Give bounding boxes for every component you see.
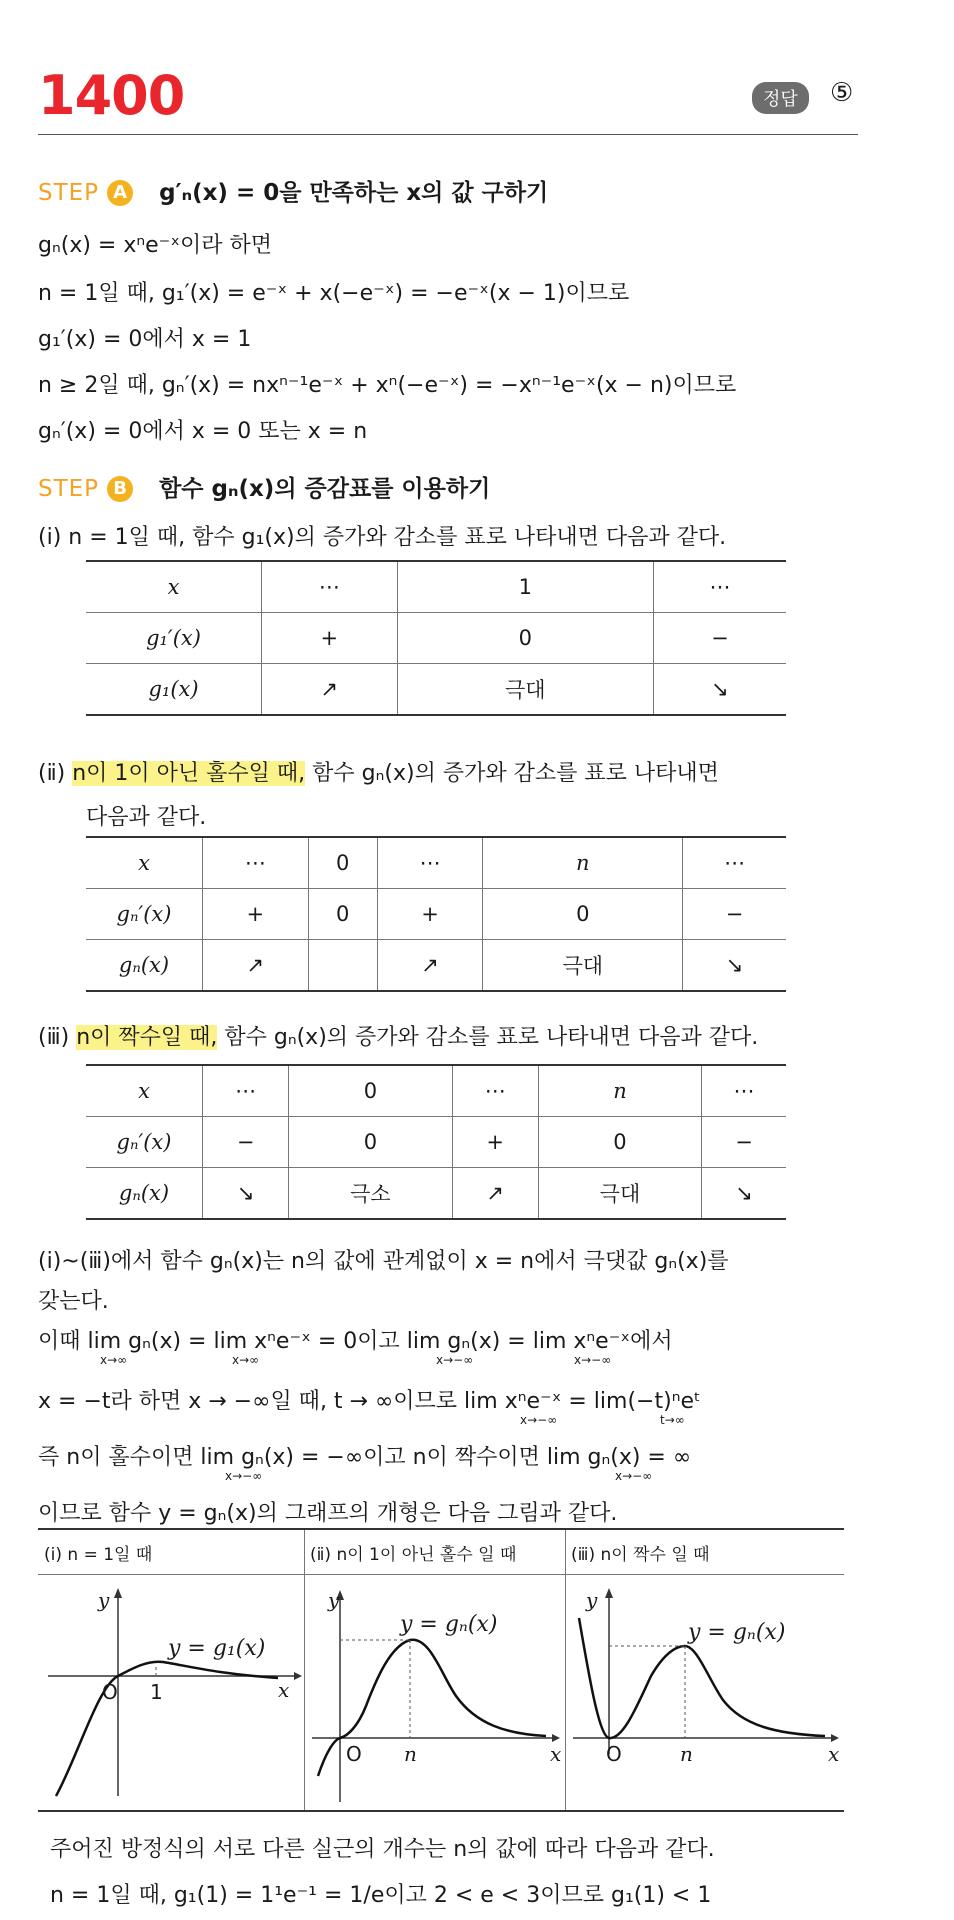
table-cell: ⋯ <box>262 561 398 613</box>
final-line-0: 주어진 방정식의 서로 다른 실근의 개수는 n의 값에 따라 다음과 같다. <box>50 1837 715 1862</box>
table-cell: − <box>683 889 786 940</box>
stepa-line-1: n = 1일 때, g₁′(x) = e⁻ˣ + x(−e⁻ˣ) = −e⁻ˣ(x − 1)이므로 <box>38 281 630 306</box>
y-axis-arrow <box>605 1588 613 1598</box>
graph1-y-label: y <box>98 1588 110 1612</box>
table-cell: ↘ <box>653 664 786 716</box>
graph-3-svg <box>567 1576 843 1808</box>
table-cell: ↗ <box>203 940 309 992</box>
table-cell: 1 <box>397 561 653 613</box>
table-cell: ↗ <box>452 1168 538 1220</box>
table-cell: ⋯ <box>683 837 786 889</box>
table-cell: 0 <box>308 889 377 940</box>
graph1-curve-label: y = g₁(x) <box>168 1636 266 1661</box>
table-row <box>86 561 786 613</box>
lim-sub: x→−∞ <box>225 1469 263 1483</box>
table-cell: − <box>203 1117 289 1168</box>
case3-label: (ⅲ) <box>38 1025 70 1050</box>
stepa-line-3: n ≥ 2일 때, gₙ′(x) = nxⁿ⁻¹e⁻ˣ + xⁿ(−e⁻ˣ) = −xⁿ⁻¹e⁻ˣ(x − n)이므로 <box>38 373 737 398</box>
table-cell: ⋯ <box>203 1065 289 1117</box>
lim-sub: x→∞ <box>232 1353 260 1367</box>
table-cell: − <box>653 613 786 664</box>
case1-text <box>38 520 726 551</box>
table-cell: 극대 <box>483 940 683 992</box>
graph3-y-label: y <box>586 1588 598 1612</box>
case2-highlight: n이 1이 아닌 홀수일 때, <box>72 761 306 786</box>
divider <box>565 1530 566 1810</box>
table-cell: x <box>86 1065 203 1117</box>
graph3-curve-label: y = gₙ(x) <box>688 1620 786 1645</box>
divider <box>304 1530 305 1810</box>
table-cell: ↗ <box>377 940 483 992</box>
graph1-origin: O <box>102 1680 118 1704</box>
graph3-tick-n: n <box>680 1742 693 1766</box>
summary-line-1: 갖는다. <box>38 1289 109 1314</box>
table-cell: x <box>86 561 262 613</box>
table-cell: 극소 <box>289 1168 452 1220</box>
graph2-y-label: y <box>328 1588 340 1612</box>
summary-line-5: 이므로 함수 y = gₙ(x)의 그래프의 개형은 다음 그림과 같다. <box>38 1501 618 1526</box>
lim-sub: x→−∞ <box>574 1353 612 1367</box>
graph-caption-3: (ⅲ) n이 짝수 일 때 <box>571 1545 710 1565</box>
lim-sub: x→−∞ <box>436 1353 474 1367</box>
table-cell: n <box>538 1065 701 1117</box>
graph3-origin: O <box>606 1742 622 1766</box>
table-cell: ↘ <box>683 940 786 992</box>
table-row <box>86 940 786 992</box>
table-cell: gₙ′(x) <box>86 889 203 940</box>
case3-text <box>38 1020 758 1051</box>
stepa-line-0: gₙ(x) = xⁿe⁻ˣ이라 하면 <box>38 233 273 258</box>
case2-text2: 다음과 같다. <box>86 805 207 830</box>
table-cell: ↗ <box>262 664 398 716</box>
graph-2-svg <box>306 1576 564 1808</box>
divider <box>38 1574 844 1575</box>
graph-caption-1: (ⅰ) n = 1일 때 <box>44 1545 153 1565</box>
table-row <box>86 1168 786 1220</box>
summary-line-3: x = −t라 하면 x → −∞일 때, t → ∞이므로 lim xⁿe⁻ˣ = lim(−t)ⁿeᵗ <box>38 1389 701 1414</box>
lim-sub: x→−∞ <box>520 1413 558 1427</box>
table-cell: ⋯ <box>653 561 786 613</box>
table-row <box>86 664 786 716</box>
table-cell: + <box>203 889 309 940</box>
graph-panel <box>38 1528 844 1812</box>
case3-highlight: n이 짝수일 때, <box>76 1025 218 1050</box>
table-row <box>86 613 786 664</box>
table-cell: ⋯ <box>203 837 309 889</box>
table-cell: ↘ <box>203 1168 289 1220</box>
table-cell: ↘ <box>702 1168 786 1220</box>
graph1-x-label: x <box>278 1678 290 1702</box>
curve-g1 <box>56 1662 278 1796</box>
lim-sub: x→∞ <box>100 1353 128 1367</box>
table-cell: gₙ(x) <box>86 1168 203 1220</box>
header-divider <box>38 134 858 135</box>
summary-line-2: 이때 lim gₙ(x) = lim xⁿe⁻ˣ = 0이고 lim gₙ(x) = lim xⁿe⁻ˣ에서 <box>38 1329 673 1354</box>
table-cell: 0 <box>289 1117 452 1168</box>
summary-line-4: 즉 n이 홀수이면 lim gₙ(x) = −∞이고 n이 짝수이면 lim gₙ(x) = ∞ <box>38 1445 692 1470</box>
table-cell <box>308 940 377 992</box>
table-row <box>86 1117 786 1168</box>
answer-badge: 정답 <box>752 82 809 114</box>
step-b-circle: B <box>107 476 133 502</box>
table-cell: + <box>377 889 483 940</box>
case2-label: (ⅱ) <box>38 761 66 786</box>
graph2-curve-label: y = gₙ(x) <box>400 1612 498 1637</box>
step-a-tag: STEP <box>38 180 100 206</box>
lim-sub: t→∞ <box>660 1413 685 1427</box>
step-b-tag: STEP <box>38 476 100 502</box>
step-a-heading <box>38 174 548 207</box>
summary-line-0: (ⅰ)~(ⅲ)에서 함수 gₙ(x)는 n의 값에 관계없이 x = n에서 극댓값 gₙ(x)를 <box>38 1249 729 1274</box>
table-cell: + <box>262 613 398 664</box>
graph2-origin: O <box>346 1742 362 1766</box>
table-cell: 0 <box>397 613 653 664</box>
x-axis-arrow <box>831 1734 839 1742</box>
stepa-line-4: gₙ′(x) = 0에서 x = 0 또는 x = n <box>38 419 368 444</box>
table-cell: ⋯ <box>702 1065 786 1117</box>
y-axis-arrow <box>114 1588 122 1598</box>
table-cell: x <box>86 837 203 889</box>
lim-sub: x→−∞ <box>615 1469 653 1483</box>
table-row <box>86 1065 786 1117</box>
table-case2 <box>86 836 786 992</box>
x-axis-arrow <box>294 1672 302 1680</box>
table-cell: gₙ(x) <box>86 940 203 992</box>
case3-body: 함수 gₙ(x)의 증가와 감소를 표로 나타내면 다음과 같다. <box>217 1025 759 1050</box>
x-axis-arrow <box>552 1734 560 1742</box>
table-cell: g₁(x) <box>86 664 262 716</box>
table-cell: 0 <box>538 1117 701 1168</box>
step-a-circle: A <box>107 180 133 206</box>
step-a-title: g′ₙ(x) = 0을 만족하는 x의 값 구하기 <box>159 180 549 206</box>
graph-caption-2: (ⅱ) n이 1이 아닌 홀수 일 때 <box>310 1545 517 1565</box>
case1-body: n = 1일 때, 함수 g₁(x)의 증가와 감소를 표로 나타내면 다음과 같다. <box>68 525 727 550</box>
table-case1 <box>86 560 786 716</box>
case2-text <box>38 756 719 787</box>
table-cell: g₁′(x) <box>86 613 262 664</box>
table-cell: n <box>483 837 683 889</box>
table-cell: 극대 <box>397 664 653 716</box>
answer-value: ⑤ <box>830 78 854 108</box>
case2-body: 함수 gₙ(x)의 증가와 감소를 표로 나타내면 <box>305 761 719 786</box>
table-cell: gₙ′(x) <box>86 1117 203 1168</box>
table-cell: 0 <box>289 1065 452 1117</box>
table-cell: 0 <box>308 837 377 889</box>
step-b-title: 함수 gₙ(x)의 증감표를 이용하기 <box>159 476 491 502</box>
table-cell: + <box>452 1117 538 1168</box>
graph-1-svg <box>38 1576 302 1808</box>
graph3-x-label: x <box>828 1742 840 1766</box>
graph2-x-label: x <box>550 1742 562 1766</box>
step-b-heading <box>38 470 490 503</box>
table-cell: − <box>702 1117 786 1168</box>
table-cell: ⋯ <box>452 1065 538 1117</box>
graph2-tick-n: n <box>404 1742 417 1766</box>
table-row <box>86 889 786 940</box>
graph1-tick-1: 1 <box>150 1680 163 1704</box>
table-cell: 0 <box>483 889 683 940</box>
table-cell: 극대 <box>538 1168 701 1220</box>
final-line-1: n = 1일 때, g₁(1) = 1¹e⁻¹ = 1/e이고 2 < e < 3이므로 g₁(1) < 1 <box>50 1883 712 1908</box>
problem-number: 1400 <box>38 64 185 127</box>
table-row <box>86 837 786 889</box>
table-case3 <box>86 1064 786 1220</box>
case1-label: (ⅰ) <box>38 525 62 550</box>
stepa-line-2: g₁′(x) = 0에서 x = 1 <box>38 327 252 352</box>
table-cell: ⋯ <box>377 837 483 889</box>
